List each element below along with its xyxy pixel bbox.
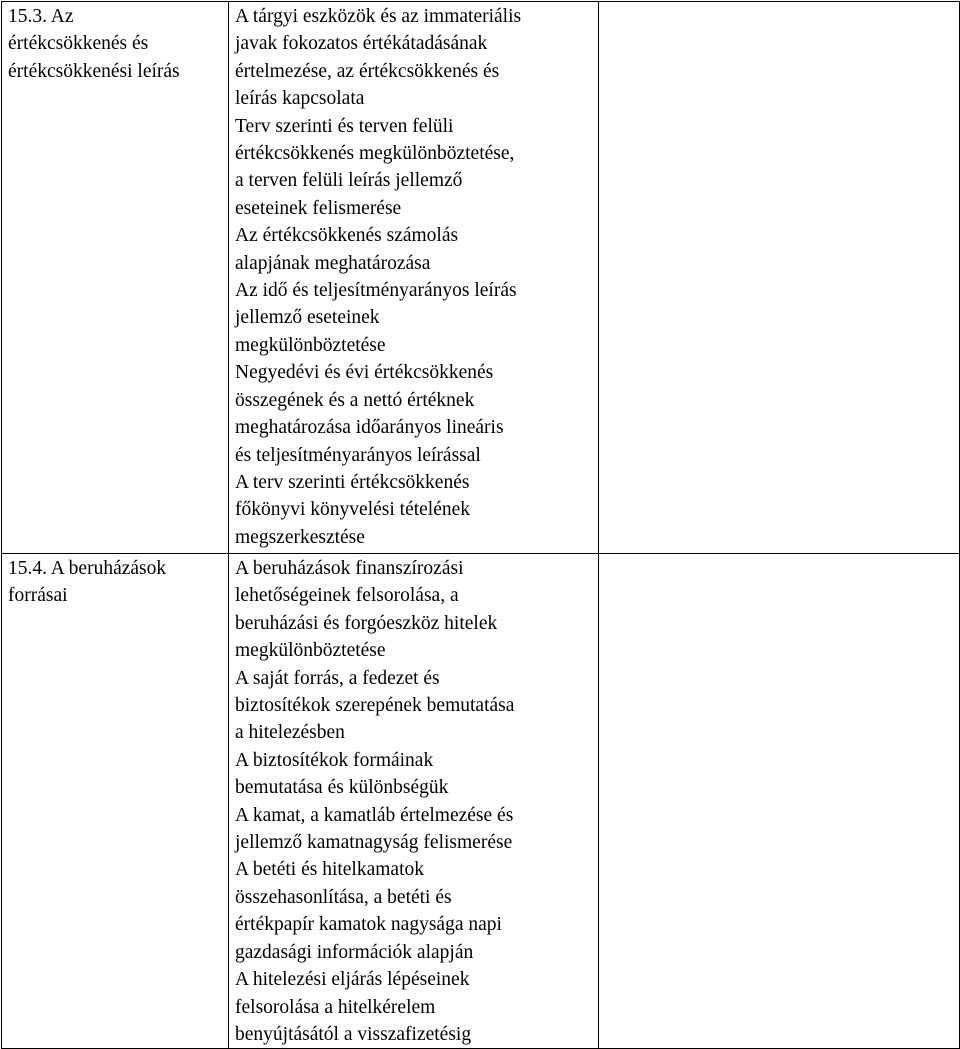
table-row-15-3 bbox=[2, 2, 960, 554]
content-line: leírás kapcsolata bbox=[235, 88, 365, 110]
content-line: a hitelezésben bbox=[235, 722, 345, 744]
content-line: összegének és a nettó értéknek bbox=[235, 389, 475, 411]
content-line: a terven felüli leírás jellemző bbox=[235, 170, 463, 192]
content-line: A betéti és hitelkamatok bbox=[235, 859, 424, 881]
content-line: lehetőségeinek felsorolása, a bbox=[235, 585, 459, 607]
content-line: A beruházások finanszírozási bbox=[235, 558, 464, 579]
content-line: bemutatása és különbségük bbox=[235, 777, 449, 799]
section-heading-line: 15.3. Az bbox=[8, 6, 74, 27]
content-line: alapjának meghatározása bbox=[235, 252, 431, 274]
content-line: értelmezése, az értékcsökkenés és bbox=[235, 60, 500, 82]
section-heading-line: 15.4. A beruházások bbox=[8, 558, 167, 579]
content-line: főkönyvi könyvelési tételének bbox=[235, 499, 471, 521]
section-heading-line: értékcsökkenés és bbox=[8, 33, 149, 55]
content-line: eseteinek felismerése bbox=[235, 197, 402, 219]
content-line: megszerkesztése bbox=[235, 526, 365, 548]
content-line: megkülönböztetése bbox=[235, 334, 386, 356]
content-line: felsorolása a hitelkérelem bbox=[235, 996, 436, 1018]
content-line: megkülönböztetése bbox=[235, 640, 386, 662]
curriculum-table bbox=[1, 1, 960, 1049]
content-line: Terv szerinti és terven felüli bbox=[235, 115, 454, 137]
content-line: A terv szerinti értékcsökkenés bbox=[235, 471, 470, 493]
content-line: A tárgyi eszközök és az immateriális bbox=[235, 6, 522, 27]
content-line: értékpapír kamatok nagysága napi bbox=[235, 914, 502, 936]
content-line: gazdasági információk alapján bbox=[235, 941, 474, 963]
section-heading-cell bbox=[2, 554, 229, 1049]
table-row-15-4 bbox=[2, 554, 960, 1049]
content-line: összehasonlítása, a betéti és bbox=[235, 886, 452, 908]
content-line: Az értékcsökkenés számolás bbox=[235, 225, 459, 247]
content-line: benyújtásától a visszafizetésig bbox=[235, 1023, 472, 1045]
content-line: Az idő és teljesítményarányos leírás bbox=[235, 280, 517, 302]
section-heading-line: értékcsökkenési leírás bbox=[8, 60, 180, 82]
section-content-cell bbox=[229, 554, 599, 1049]
content-line: jellemző kamatnagyság felismerése bbox=[235, 832, 513, 854]
content-line: A biztosítékok formáinak bbox=[235, 749, 434, 771]
content-line: biztosítékok szerepének bemutatása bbox=[235, 695, 515, 717]
notes-cell bbox=[599, 2, 960, 554]
section-content-cell bbox=[229, 2, 599, 554]
content-line: javak fokozatos értékátadásának bbox=[235, 33, 488, 55]
content-line: és teljesítményarányos leírással bbox=[235, 444, 481, 466]
content-line: értékcsökkenés megkülönböztetése, bbox=[235, 143, 515, 165]
content-line: jellemző eseteinek bbox=[235, 307, 380, 329]
content-line: A hitelezési eljárás lépéseinek bbox=[235, 969, 470, 991]
notes-cell bbox=[599, 554, 960, 1049]
section-heading-line: forrásai bbox=[8, 585, 68, 607]
content-line: Negyedévi és évi értékcsökkenés bbox=[235, 362, 494, 384]
content-line: A saját forrás, a fedezet és bbox=[235, 667, 440, 689]
content-line: A kamat, a kamatláb értelmezése és bbox=[235, 804, 514, 826]
section-heading-cell bbox=[2, 2, 229, 554]
content-line: beruházási és forgóeszköz hitelek bbox=[235, 612, 498, 634]
content-line: meghatározása időarányos lineáris bbox=[235, 417, 504, 439]
